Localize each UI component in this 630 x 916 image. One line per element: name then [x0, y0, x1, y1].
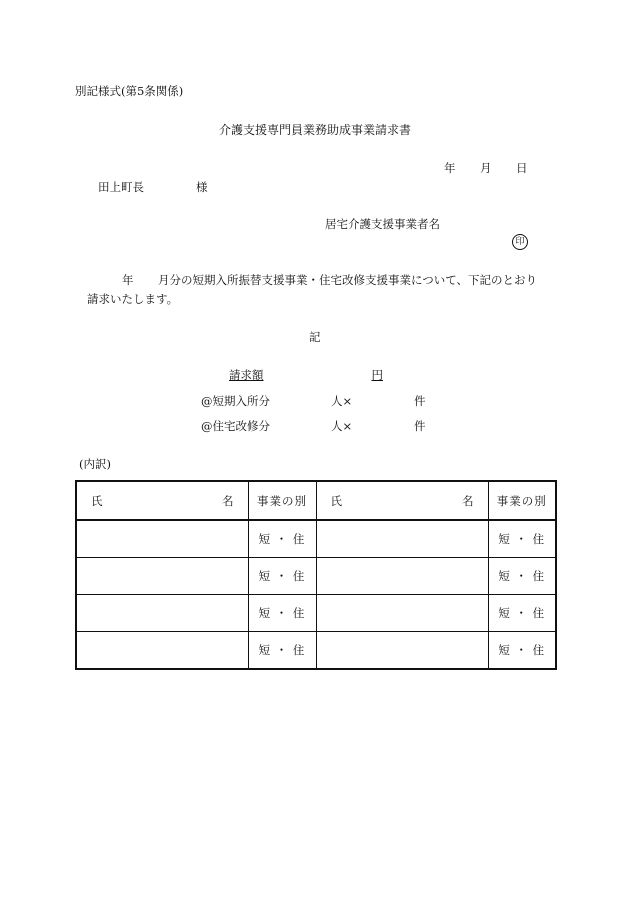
- claim-short-stay-persons: 人×: [331, 394, 353, 408]
- date-month: 月: [480, 161, 492, 175]
- type-cell[interactable]: 短 ・ 住: [488, 520, 556, 558]
- claim-renovation-count: 件: [414, 419, 426, 433]
- breakdown-label: (内訳): [79, 457, 111, 471]
- date-year: 年: [444, 161, 456, 175]
- table-header-row: [76, 481, 556, 520]
- form-reference: 別記様式(第5条関係): [75, 84, 184, 98]
- claim-renovation-label: @住宅改修分: [201, 419, 270, 433]
- type-cell[interactable]: 短 ・ 住: [248, 520, 316, 558]
- type-cell[interactable]: 短 ・ 住: [248, 558, 316, 595]
- table-row: [76, 632, 556, 670]
- claim-amount-label: 請求額: [229, 368, 264, 382]
- date-day: 日: [516, 161, 528, 175]
- ki-heading: 記: [309, 330, 321, 344]
- claim-amount-unit: 円: [371, 368, 383, 382]
- name-cell[interactable]: [316, 558, 488, 595]
- seal-mark: 印: [512, 234, 528, 250]
- type-cell[interactable]: 短 ・ 住: [248, 595, 316, 632]
- type-cell[interactable]: 短 ・ 住: [488, 558, 556, 595]
- name-cell[interactable]: [76, 558, 248, 595]
- type-cell[interactable]: 短 ・ 住: [488, 595, 556, 632]
- type-header-left: 事業の別: [248, 481, 316, 520]
- claim-amount-line: [229, 370, 396, 382]
- name-header-left: 氏 名: [76, 481, 248, 520]
- name-cell[interactable]: [76, 632, 248, 670]
- claim-renovation-persons: 人×: [331, 419, 353, 433]
- table-row: [76, 558, 556, 595]
- name-cell[interactable]: [316, 595, 488, 632]
- table-row: [76, 520, 556, 558]
- breakdown-table: [75, 480, 557, 670]
- claim-short-stay-count: 件: [414, 394, 426, 408]
- type-header-right: 事業の別: [488, 481, 556, 520]
- name-cell[interactable]: [76, 520, 248, 558]
- claim-short-stay-label: @短期入所分: [201, 394, 270, 408]
- applicant-label: 居宅介護支援事業者名: [325, 217, 440, 231]
- type-cell[interactable]: 短 ・ 住: [248, 632, 316, 670]
- name-cell[interactable]: [76, 595, 248, 632]
- body-year: 年: [122, 273, 134, 287]
- type-cell[interactable]: 短 ・ 住: [488, 632, 556, 670]
- document-title: 介護支援専門員業務助成事業請求書: [218, 123, 411, 137]
- body-text-line2: 請求いたします。: [87, 292, 179, 306]
- name-cell[interactable]: [316, 520, 488, 558]
- body-text-line1: 月分の短期入所振替支援事業・住宅改修支援事業について、下記のとおり: [158, 273, 538, 287]
- addressee-name: 田上町長: [98, 180, 144, 194]
- name-header-right: 氏 名: [316, 481, 488, 520]
- name-cell[interactable]: [316, 632, 488, 670]
- addressee-honorific: 様: [196, 180, 208, 194]
- table-row: [76, 595, 556, 632]
